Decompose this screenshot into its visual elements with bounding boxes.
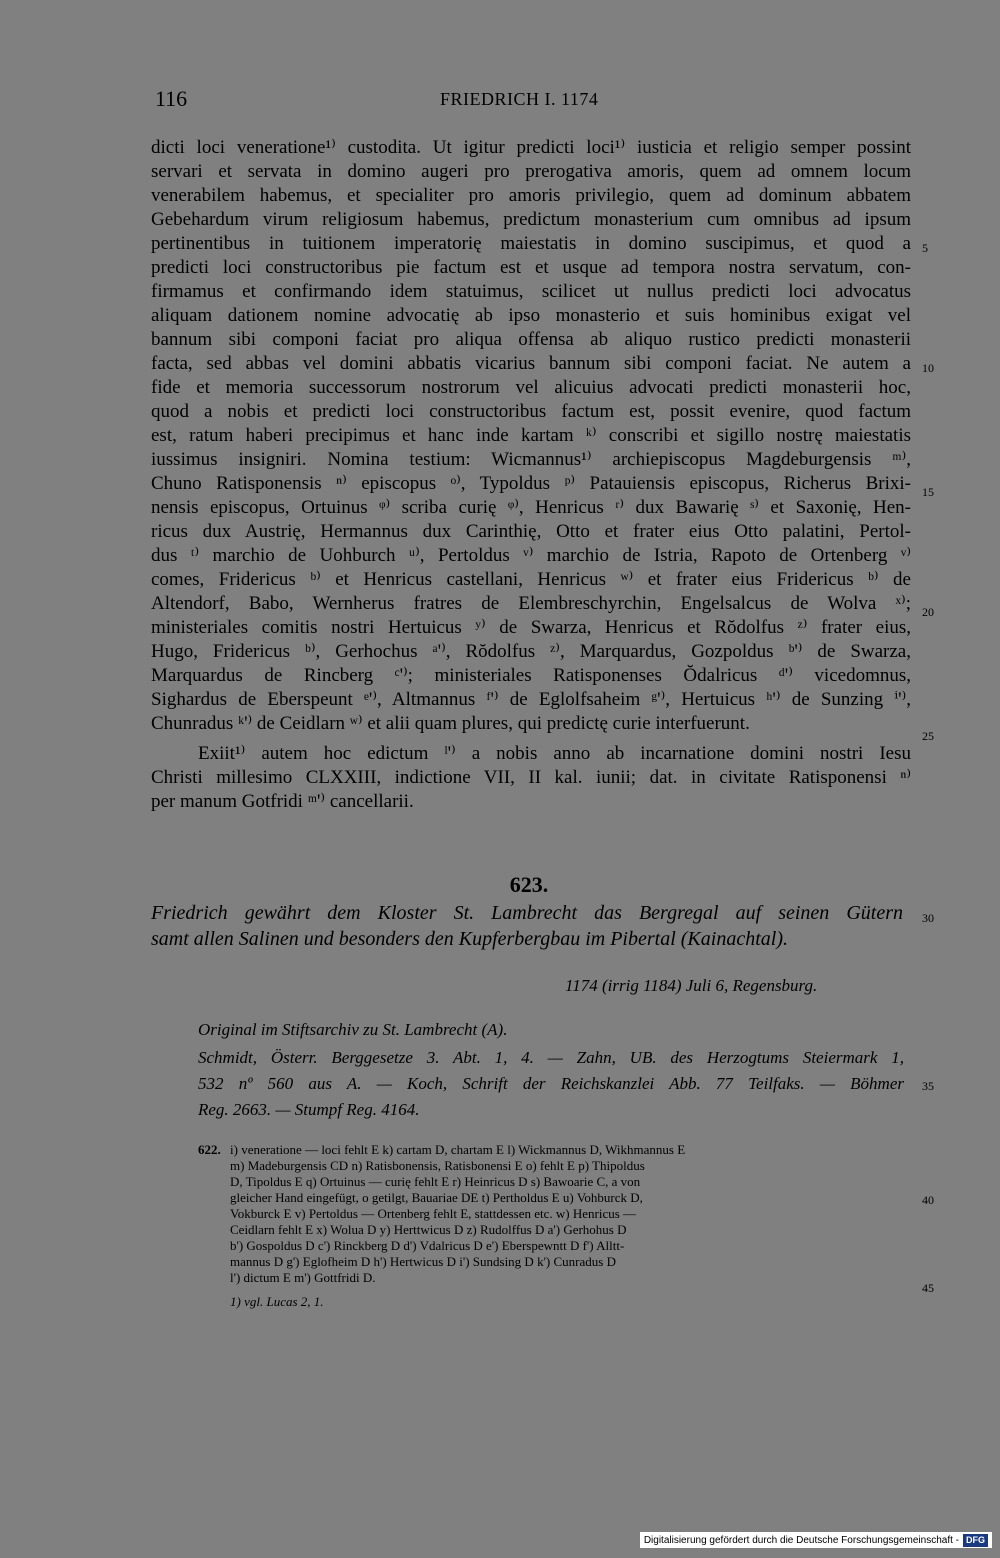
body-line: est, ratum haberi precipimus et hanc inde kartam ᵏ⁾ conscribi et sigillo nostrę maiestatis	[151, 425, 911, 446]
page-number: 116	[155, 86, 188, 111]
body-line: quod a nobis et predicti loci constructoribus factum est, possit evenire, quod factum	[151, 401, 911, 422]
line-number: 10	[922, 361, 934, 375]
body-line: bannum sibi componi faciat pro aliqua offensa ab aliquo rustico predicti monasterii	[151, 329, 911, 350]
body-line: venerabilem habemus, et specialiter pro amoris privilegio, quem ad dominum abbatem	[151, 185, 911, 206]
footnote-line: b') Gospoldus D c') Rinckberg D d') Vdalricus D e') Eberspewntt D f') Alltt-	[230, 1238, 625, 1253]
body-line: Altendorf, Babo, Wernherus fratres de Elembreschyrchin, Engelsalcus de Wolva ˣ⁾;	[151, 593, 911, 614]
body-line: per manum Gotfridi ᵐ'⁾ cancellarii.	[151, 791, 414, 812]
source-line: Original im Stiftsarchiv zu St. Lambrecht (A).	[198, 1020, 508, 1039]
line-number: 15	[922, 485, 934, 499]
body-line: servari et servata in domino augeri pro prerogativa amoris, quem ad omnem locum	[151, 161, 911, 182]
body-line: Gebehardum virum religiosum habemus, predictum monasterium cum omnibus ad ipsum	[151, 209, 911, 230]
dfg-credit-text: Digitalisierung gefördert durch die Deutsche Forschungsgemeinschaft -	[643, 1534, 959, 1546]
body-line: Hugo, Fridericus ᵇ⁾, Gerhochus ᵃ'⁾, Rŏdolfus ᶻ⁾, Marquardus, Gozpoldus ᵇ'⁾ de Swarza,	[151, 641, 911, 662]
line-number: 30	[922, 911, 934, 925]
source-line: Schmidt, Österr. Berggesetze 3. Abt. 1, 4. — Zahn, UB. des Herzogtums Steiermark 1,	[198, 1048, 904, 1067]
line-number: 45	[922, 1281, 934, 1295]
date-place: 1174 (irrig 1184) Juli 6, Regensburg.	[565, 976, 818, 995]
body-line: ricus dux Austrię, Hermannus dux Carinthię, Otto et frater eius Otto palatini, Pertol-	[151, 521, 911, 542]
body-line: predicti loci constructoribus pie factum est et usque ad tempora nostra servatum, con-	[151, 257, 911, 278]
line-number: 35	[922, 1079, 934, 1093]
regest-line: samt allen Salinen und besonders den Kupferbergbau im Pibertal (Kainachtal).	[151, 928, 788, 950]
regest-line: Friedrich gewährt dem Kloster St. Lambrecht das Bergregal auf seinen Gütern	[151, 902, 903, 924]
body-line: nensis episcopus, Ortuinus ᵠ⁾ scriba curię ᵠ⁾, Henricus ʳ⁾ dux Bawarię ˢ⁾ et Saxonię, Hen-	[151, 497, 911, 518]
footnote-line: Vokburck E v) Pertoldus — Ortenberg fehlt E, stattdessen etc. w) Henricus —	[230, 1206, 637, 1221]
body-line: firmamus et confirmando idem statuimus, scilicet ut nullus predicti loci advocatus	[151, 281, 911, 302]
dfg-credit-bar[interactable]	[640, 1532, 992, 1548]
body-line: Chuno Ratisponensis ⁿ⁾ episcopus ᵒ⁾, Typoldus ᵖ⁾ Patauiensis episcopus, Richerus Brixi-	[151, 473, 911, 494]
dfg-logo-icon[interactable]: DFG	[963, 1534, 988, 1547]
body-line: Exiit¹⁾ autem hoc edictum ˡ'⁾ a nobis anno ab incarnatione domini nostri Iesu	[198, 743, 911, 764]
body-line: aliquam dationem nomine advocatię ab ipso monasterio et suis hominibus exigat vel	[151, 305, 911, 326]
body-line: Chunradus ᵏ'⁾ de Ceidlarn ʷ⁾ et alii quam plures, qui predictę curie interfuerunt.	[151, 713, 750, 734]
footnote-line: mannus D g') Eglofheim D h') Hertwicus D i') Sundsing D k') Cunradus D	[230, 1254, 616, 1269]
body-line: ministeriales comitis nostri Hertuicus ʸ⁾ de Swarza, Henricus et Rŏdolfus ᶻ⁾ frater eius,	[151, 617, 911, 638]
footnote-reference: 1) vgl. Lucas 2, 1.	[230, 1294, 324, 1309]
body-line: fide et memoria successorum nostrorum vel alicuius advocati predicti monasterii hoc,	[151, 377, 911, 398]
footnote-line: D, Tipoldus E q) Ortuinus — curię fehlt E r) Heinricus D s) Bawoarie C, a von	[230, 1174, 641, 1189]
footnote-line: i) veneratione — loci fehlt E k) cartam D, chartam E l) Wickmannus D, Wikhmannus E	[230, 1142, 686, 1157]
line-number: 5	[922, 241, 928, 255]
body-line: dicti loci veneratione¹⁾ custodita. Ut igitur predicti loci¹⁾ iusticia et religio semper possint	[151, 137, 911, 158]
footnote-line: l') dictum E m') Gottfridi D.	[230, 1270, 376, 1285]
running-head: FRIEDRICH I. 1174	[440, 89, 599, 109]
source-line: 532 nº 560 aus A. — Koch, Schrift der Reichskanzlei Abb. 77 Teilfaks. — Böhmer	[198, 1074, 904, 1093]
body-line: Marquardus de Rincberg ᶜ'⁾; ministeriales Ratisponenses Ŏdalricus ᵈ'⁾ vicedomnus,	[151, 665, 911, 686]
body-line: Sighardus de Eberspeunt ᵉ'⁾, Altmannus ᶠ'⁾ de Eglolfsaheim ᵍ'⁾, Hertuicus ʰ'⁾ de Sunzing ⁱ'⁾,	[151, 689, 911, 710]
body-line: dus ᵗ⁾ marchio de Uohburch ᵘ⁾, Pertoldus ᵛ⁾ marchio de Istria, Rapoto de Ortenberg ᵛ⁾	[151, 545, 911, 566]
source-line: Reg. 2663. — Stumpf Reg. 4164.	[198, 1100, 420, 1119]
body-line: facta, sed abbas vel domini abbatis vicarius bannum sibi componi faciat. Ne autem a	[151, 353, 911, 374]
footnote-line: Ceidlarn fehlt E x) Wolua D y) Herttwicus D z) Rudolffus D a') Gerhohus D	[230, 1222, 627, 1237]
line-number: 40	[922, 1193, 934, 1207]
line-number: 20	[922, 605, 934, 619]
footnote-line: m) Madeburgensis CD n) Ratisbonensis, Ratisbonensi E o) fehlt E p) Thipoldus	[230, 1158, 645, 1173]
footnote-label: 622.	[198, 1142, 221, 1157]
body-line: comes, Fridericus ᵇ⁾ et Henricus castellani, Henricus ʷ⁾ et frater eius Fridericus ᵇ⁾ de	[151, 569, 911, 590]
document-number: 623.	[509, 872, 549, 897]
footnote-line: gleicher Hand eingefügt, o getilgt, Bauariae DE t) Pertholdus E u) Vohburck D,	[230, 1190, 643, 1205]
body-line: iussimus insigniri. Nomina testium: Wicmannus¹⁾ archiepiscopus Magdeburgensis ᵐ⁾,	[151, 449, 911, 470]
body-line: Christi millesimo CLXXIII, indictione VII, II kal. iunii; dat. in civitate Ratisponensi ⁿ⁾	[151, 767, 911, 788]
body-line: pertinentibus in tuitionem imperatorię maiestatis in domino suscipimus, et quod a	[151, 233, 911, 254]
line-number: 25	[922, 729, 934, 743]
